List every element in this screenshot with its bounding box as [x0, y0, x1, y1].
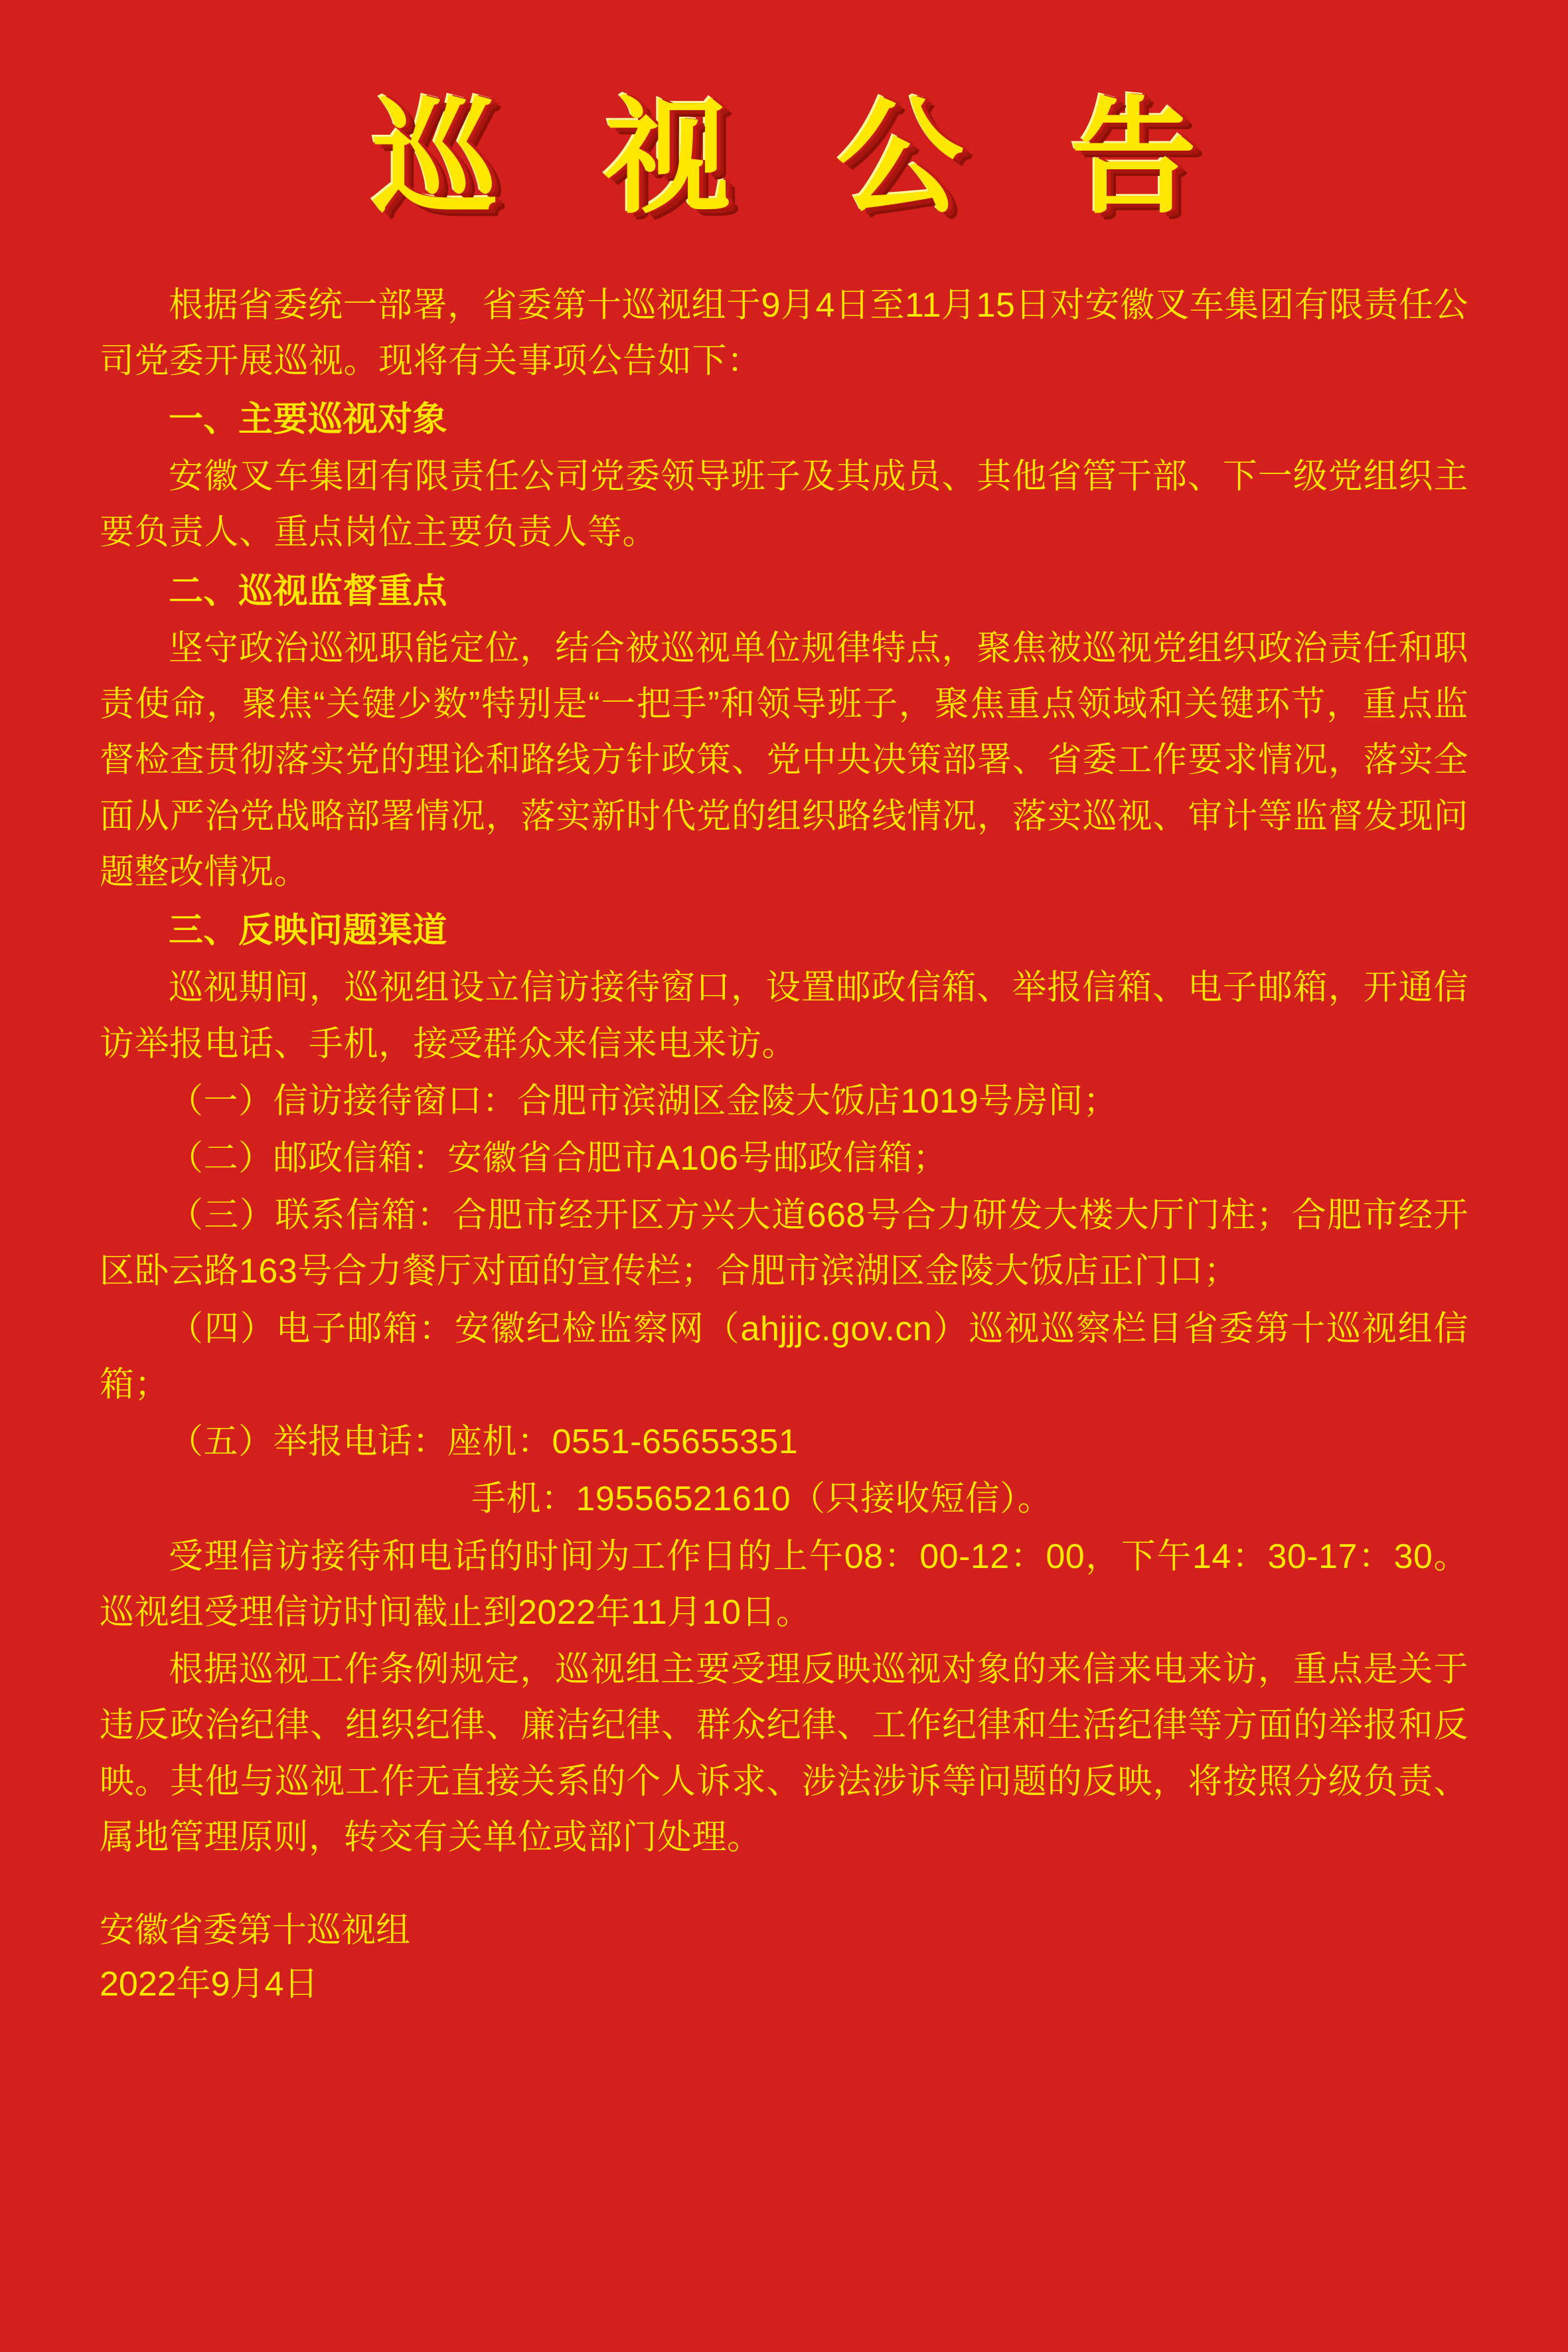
channel-item-1: （一）信访接待窗口：合肥市滨湖区金陵大饭店1019号房间； — [169, 1081, 1119, 1121]
section-3-paragraph: 巡视期间，巡视组设立信访接待窗口，设置邮政信箱、举报信箱、电子邮箱，开通信访举报电话、手机，接受群众来信来电来访。 — [100, 969, 1468, 1063]
scope-paragraph: 根据巡视工作条例规定，巡视组主要受理反映巡视对象的来信来电来访，重点是关于违反政治纪律、组织纪律、廉洁纪律、群众纪律、工作纪律和生活纪律等方面的举报和反映。其他与巡视工作无直接关系的个人诉求、涉法涉诉等问题的反映，将按照分级负责、属地管理原则，转交有关单位或部门处理。 — [100, 1650, 1468, 1857]
section-2-heading: 二、巡视监督重点 — [169, 572, 448, 611]
channel-item-3: （三）联系信箱：合肥市经开区方兴大道668号合力研发大楼大厅门柱；合肥市经开区卧云路163号合力餐厅对面的宣传栏；合肥市滨湖区金陵大饭店正门口； — [100, 1196, 1468, 1291]
signature-date: 2022年9月4日 — [100, 1964, 319, 2003]
channel-item-4: （四）电子邮箱：安徽纪检监察网（ahjjjc.gov.cn）巡视巡察栏目省委第十巡视组信箱； — [100, 1309, 1468, 1404]
section-3-heading: 三、反映问题渠道 — [169, 911, 448, 951]
channel-item-5-phone: （五）举报电话：座机：0551-65655351 — [169, 1423, 799, 1462]
office-hours-paragraph: 受理信访接待和电话的时间为工作日的上午08：00-12：00，下午14：30-17：30。巡视组受理信访时间截止到2022年11月10日。 — [100, 1537, 1468, 1632]
intro-paragraph: 根据省委统一部署，省委第十巡视组于9月4日至11月15日对安徽叉车集团有限责任公司党委开展巡视。现将有关事项公告如下： — [100, 285, 1468, 380]
channel-item-2: （二）邮政信箱：安徽省合肥市A106号邮政信箱； — [169, 1139, 948, 1178]
section-1-paragraph: 安徽叉车集团有限责任公司党委领导班子及其成员、其他省管干部、下一级党组织主要负责人、重点岗位主要负责人等。 — [100, 457, 1468, 552]
signature-org: 安徽省委第十巡视组 — [100, 1911, 411, 1950]
section-2-paragraph: 坚守政治巡视职能定位，结合被巡视单位规律特点，聚焦被巡视党组织政治责任和职责使命，聚焦“关键少数”特别是“一把手”和领导班子，聚焦重点领域和关键环节，重点监督检查贯彻落实党的理论和路线方针政策、党中央决策部署、省委工作要求情况，落实全面从严治党战略部署情况，落实新时代党的组织路线情况，落实巡视、审计等监督发现问题整改情况。 — [100, 629, 1468, 892]
section-1-heading: 一、主要巡视对象 — [169, 400, 448, 439]
signature-block — [100, 1904, 1468, 2011]
channel-item-5-mobile: 手机：19556521610（只接收短信）。 — [471, 1480, 1053, 1519]
announcement-body — [100, 277, 1468, 1866]
page-title: 巡 视 公 告 — [371, 88, 1233, 228]
